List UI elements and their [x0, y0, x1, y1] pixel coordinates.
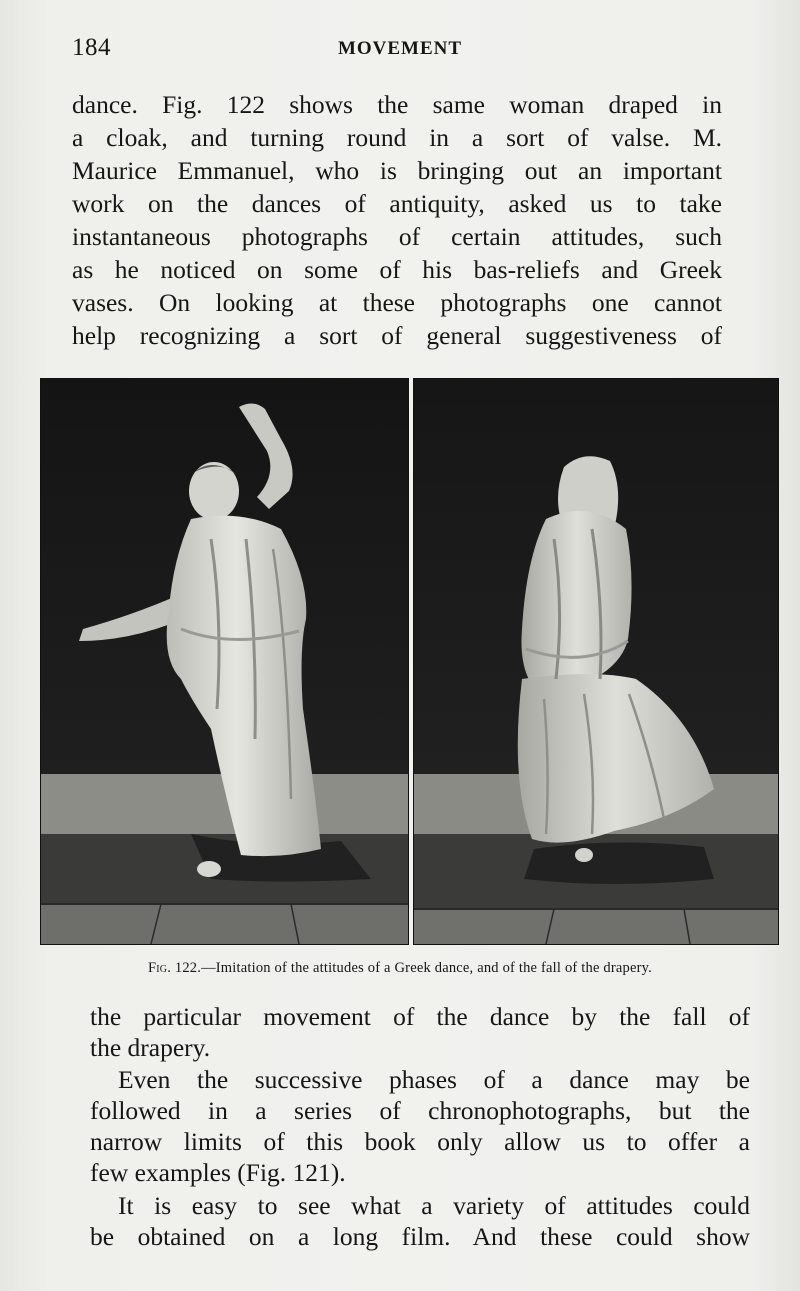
figure-caption-text: —Imitation of the attitudes of a Greek dance, and of the fall of the drapery.	[201, 960, 652, 976]
text-line: narrow limits of this book only allow us to offer a	[90, 1127, 750, 1156]
paragraph-third	[90, 1190, 750, 1252]
photo-dancer-raised-arm	[40, 378, 409, 945]
text-line: help recognizing a sort of general suggestiveness of	[72, 321, 722, 350]
text-line: be obtained on a long film. And these could show	[90, 1222, 750, 1251]
text-line: followed in a series of chronophotographs, but the	[90, 1096, 750, 1125]
figure-caption	[0, 960, 800, 977]
page-number: 184	[72, 34, 111, 61]
cloaked-dancer-image	[414, 379, 778, 944]
photo-cloaked-dancer	[413, 378, 779, 945]
text-line: the particular movement of the dance by the fall of	[90, 1002, 750, 1031]
text-line: vases. On looking at these photographs one cannot	[72, 288, 722, 317]
text-line: a cloak, and turning round in a sort of valse. M.	[72, 123, 722, 152]
paragraph-second	[90, 1064, 750, 1188]
text-line: as he noticed on some of his bas-reliefs and Greek	[72, 255, 722, 284]
figure-caption-label: Fig. 122.	[148, 960, 202, 976]
paragraph-top	[72, 88, 722, 352]
text-line: Maurice Emmanuel, who is bringing out an important	[72, 156, 722, 185]
text-line: work on the dances of antiquity, asked us to take	[72, 189, 722, 218]
figure-122	[40, 378, 778, 943]
text-line: the drapery.	[90, 1033, 211, 1062]
text-line: few examples (Fig. 121).	[90, 1158, 346, 1187]
text-line: instantaneous photographs of certain attitudes, such	[72, 222, 722, 251]
text-line: It is easy to see what a variety of attitudes could	[118, 1191, 750, 1220]
text-line: dance. Fig. 122 shows the same woman draped in	[72, 90, 722, 119]
paragraph-continued	[90, 1001, 750, 1063]
text-line: Even the successive phases of a dance may be	[118, 1065, 750, 1094]
dancer-raised-arm-image	[41, 379, 408, 944]
running-head: MOVEMENT	[337, 38, 463, 59]
